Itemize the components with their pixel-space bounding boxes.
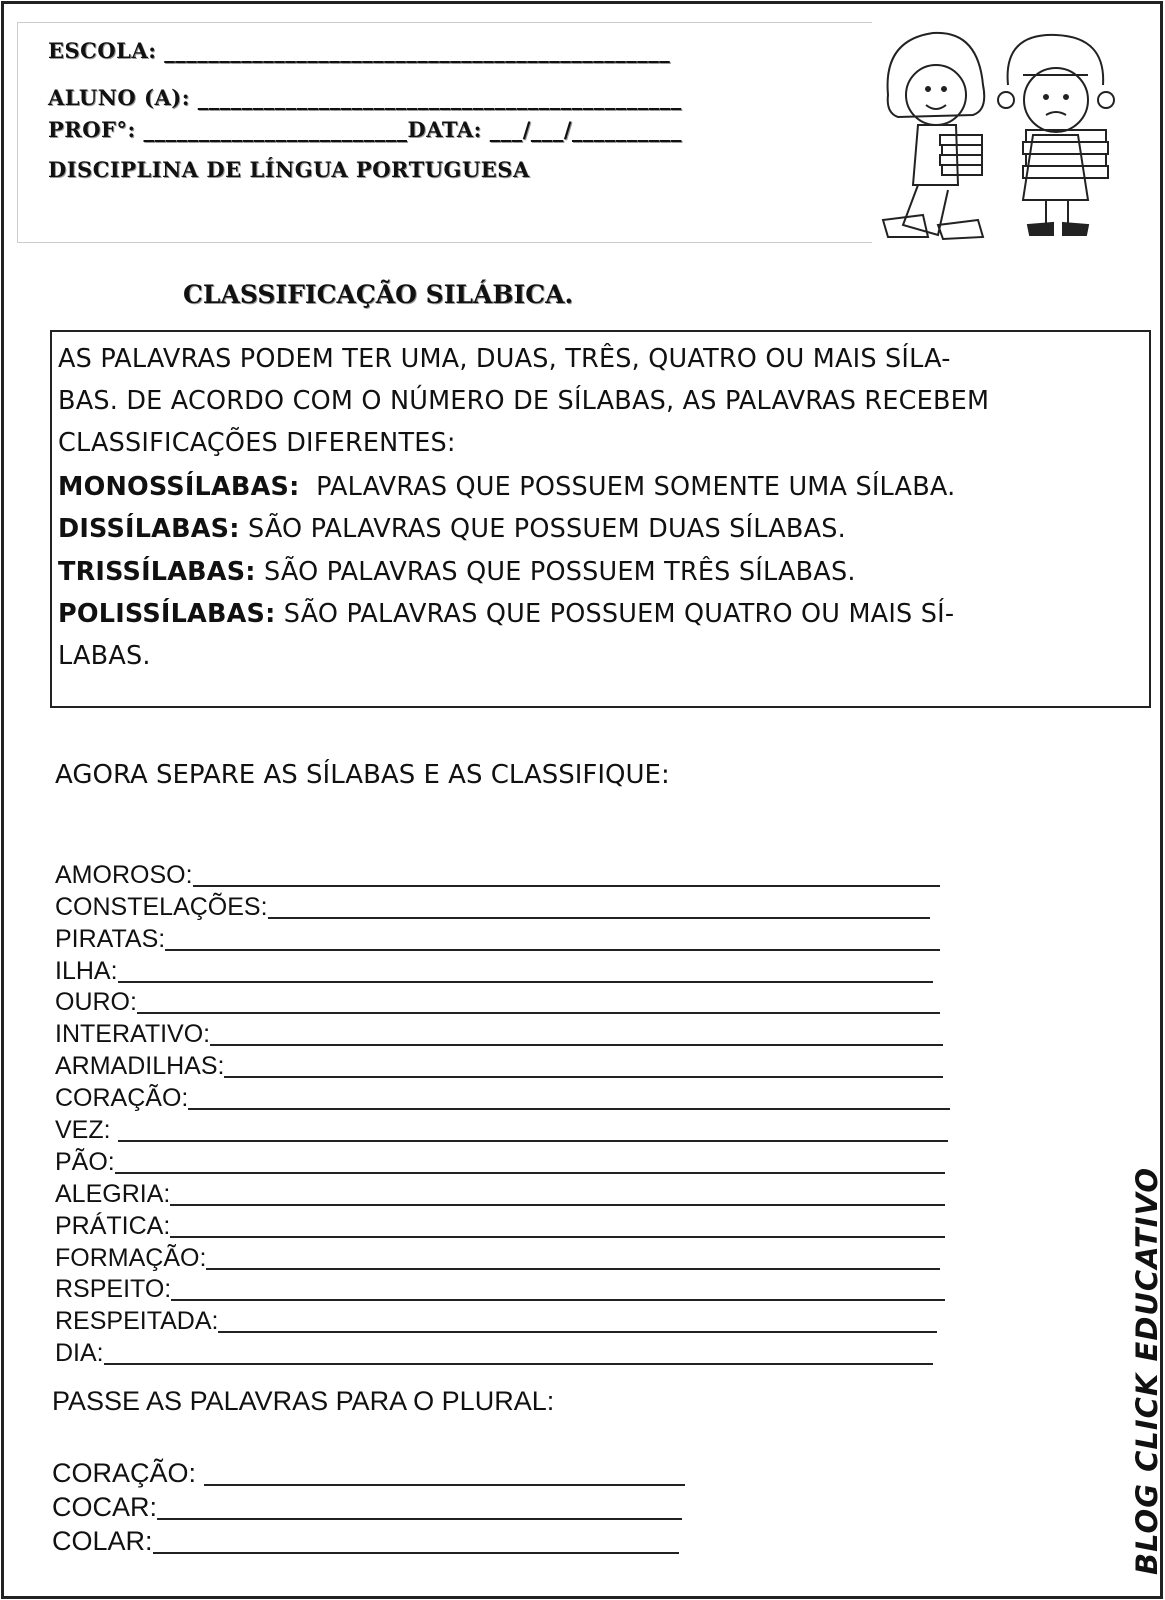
word-row [55,890,965,922]
blog-watermark: BLOG CLICK EDUCATIVO [1130,1166,1164,1575]
word-label: CONSTELAÇÕES: [55,892,268,921]
syllable-word-list [55,858,965,1368]
header-box [17,22,872,243]
answer-line[interactable] [165,927,940,951]
worksheet-title: CLASSIFICAÇÃO SILÁBICA. [183,280,574,309]
children-with-books-illustration [878,25,1140,247]
word-label: FORMAÇÃO: [55,1243,207,1272]
term: TRISSÍLABAS: [58,557,256,587]
word-label: COLAR: [52,1526,153,1556]
intro-line: AS PALAVRAS PODEM TER UMA, DUAS, TRÊS, QUATRO OU MAIS SÍLA- [58,344,951,374]
word-row [55,1145,965,1177]
definition-end: LABAS. [58,641,151,671]
word-row [55,1081,965,1113]
word-label: PRÁTICA: [55,1211,171,1240]
word-row [55,1336,965,1368]
intro-line: BAS. DE ACORDO COM O NÚMERO DE SÍLABAS, AS PALAVRAS RECEBEM [58,386,990,416]
answer-line[interactable] [171,1277,945,1301]
syllable-instruction: AGORA SEPARE AS SÍLABAS E AS CLASSIFIQUE: [55,760,670,790]
answer-line[interactable] [104,1341,933,1365]
word-label: ARMADILHAS: [55,1052,225,1081]
term-text: SÃO PALAVRAS QUE POSSUEM TRÊS SÍLABAS. [255,557,856,587]
intro-line: CLASSIFICAÇÕES DIFERENTES: [58,428,456,458]
term: MONOSSÍLABAS: [58,472,300,502]
word-row [55,1177,965,1209]
definition-polissilabas [58,599,954,629]
word-row [55,1273,965,1305]
plural-row [52,1455,685,1489]
answer-line[interactable] [118,1118,948,1142]
answer-line[interactable] [188,1086,950,1110]
definition-box [50,330,1151,708]
word-row [55,858,965,890]
answer-line[interactable] [153,1530,679,1554]
word-label: AMOROSO: [55,860,193,889]
teacher-date-field: PROF°: ________________________DATA: ___/___/__________ [48,117,683,142]
word-row [55,1113,965,1145]
word-row [55,1017,965,1049]
word-label: OURO: [55,988,137,1017]
plural-instruction: PASSE AS PALAVRAS PARA O PLURAL: [52,1386,555,1416]
word-row [55,954,965,986]
definition-dissilabas [58,514,846,544]
word-label: DIA: [55,1339,104,1368]
student-field: ALUNO (A): ____________________________________________ [48,85,682,110]
answer-line[interactable] [218,1309,937,1333]
answer-line[interactable] [193,863,940,887]
answer-line[interactable] [224,1054,943,1078]
term: POLISSÍLABAS: [58,599,276,629]
word-label: INTERATIVO: [55,1020,211,1049]
answer-line[interactable] [170,1214,945,1238]
answer-line[interactable] [157,1496,682,1520]
answer-line[interactable] [204,1462,685,1486]
word-label: CORAÇÃO: [52,1458,204,1488]
term-text: PALAVRAS QUE POSSUEM SOMENTE UMA SÍLABA. [299,472,956,502]
word-label: PÃO: [55,1147,115,1176]
answer-line[interactable] [210,1022,943,1046]
word-label: COCAR: [52,1492,158,1522]
school-field: ESCOLA: ______________________________________________ [48,38,671,63]
word-label: PIRATAS: [55,924,166,953]
word-row [55,1241,965,1273]
word-row [55,986,965,1018]
word-label: CORAÇÃO: [55,1084,189,1113]
answer-line[interactable] [115,1150,945,1174]
answer-line[interactable] [118,959,933,983]
subject-label: DISCIPLINA DE LÍNGUA PORTUGUESA [48,157,530,182]
term-text: SÃO PALAVRAS QUE POSSUEM DUAS SÍLABAS. [239,514,846,544]
definition-trissilabas [58,557,856,587]
word-label: RESPEITADA: [55,1307,219,1336]
word-label: RSPEITO: [55,1275,172,1304]
word-row [55,1209,965,1241]
definition-monossilabas [58,472,955,502]
word-label: ALEGRIA: [55,1179,171,1208]
word-label: VEZ: [55,1116,118,1145]
plural-row [52,1523,685,1557]
answer-line[interactable] [170,1182,945,1206]
word-row [55,1049,965,1081]
plural-word-list [52,1455,685,1557]
term-text: SÃO PALAVRAS QUE POSSUEM QUATRO OU MAIS SÍ- [275,599,955,629]
word-label: ILHA: [55,956,118,985]
word-row [55,1304,965,1336]
term: DISSÍLABAS: [58,514,240,544]
plural-row [52,1489,685,1523]
answer-line[interactable] [268,895,930,919]
answer-line[interactable] [137,990,940,1014]
word-row [55,922,965,954]
answer-line[interactable] [206,1246,940,1270]
